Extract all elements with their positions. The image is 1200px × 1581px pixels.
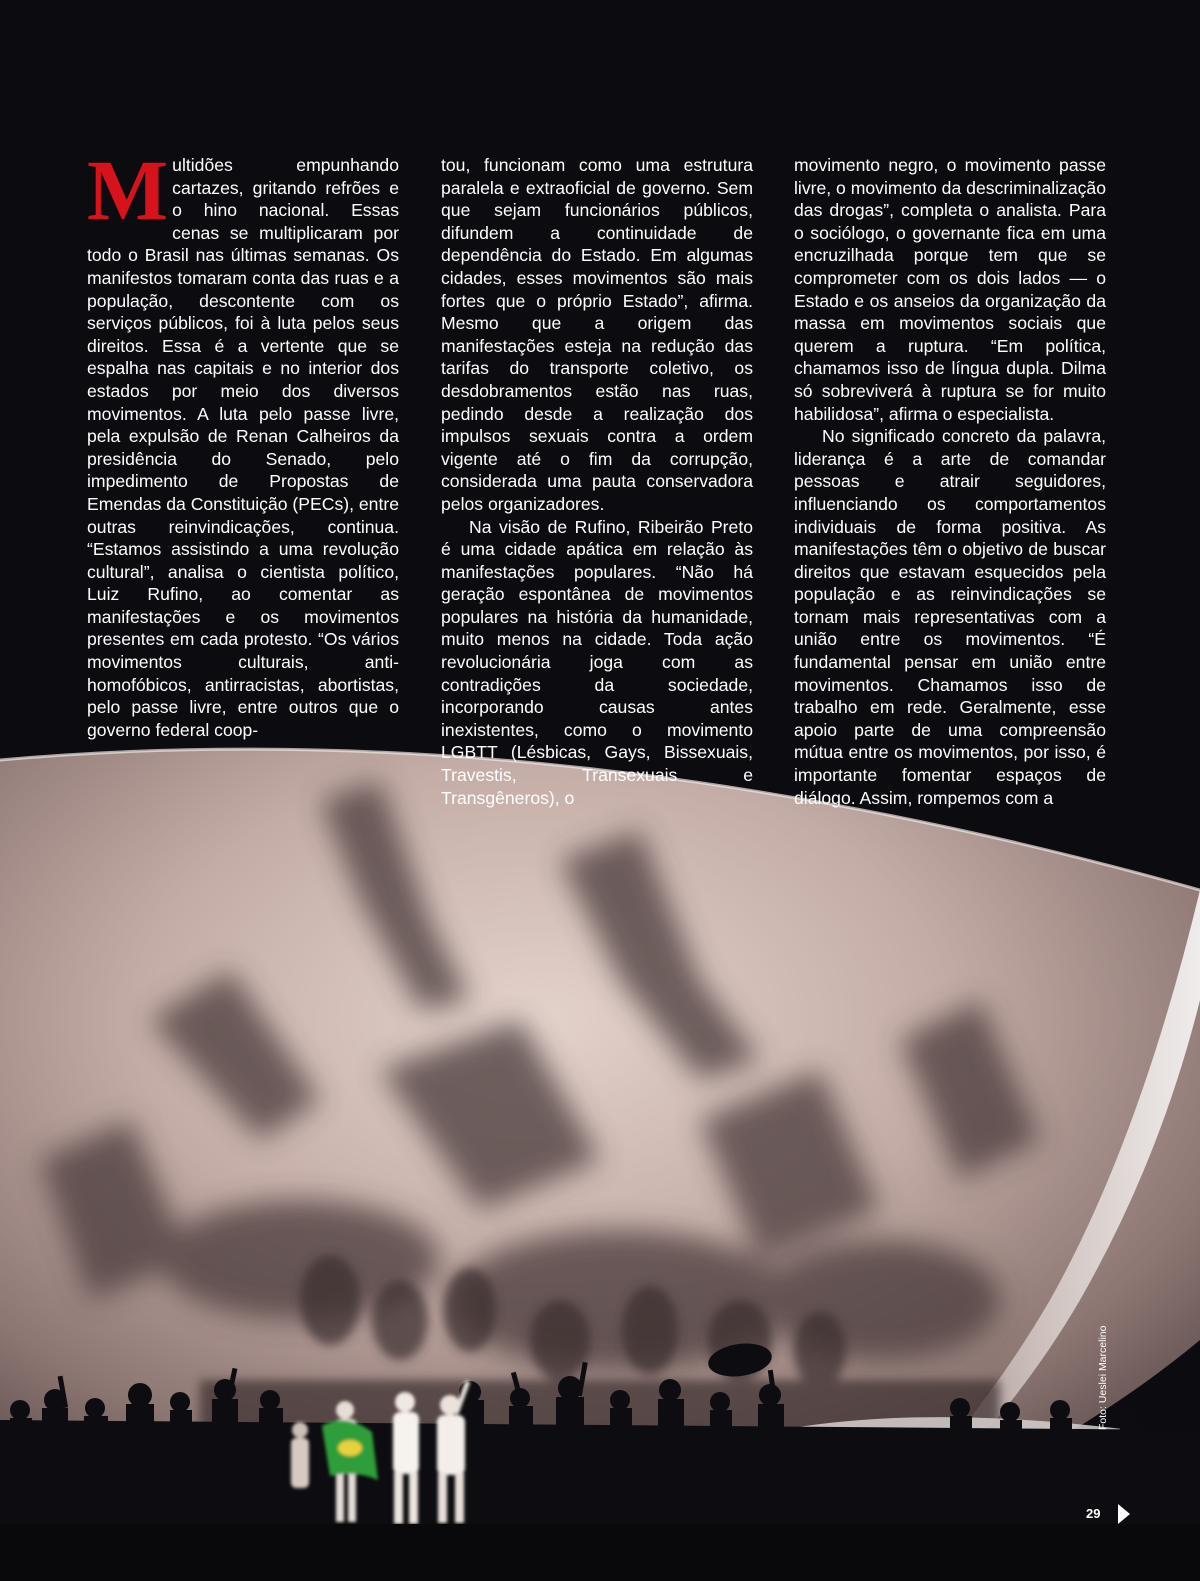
photo-credit: Foto: Ueslei Marcelino: [1097, 1325, 1109, 1430]
protest-photo: [0, 740, 1200, 1581]
article-paragraph: [87, 142, 399, 741]
paragraph-text: ultidões empunhando cartazes, gritando refrões e o hino nacional. Essas cenas se multiplicaram por todo o Brasil nas últimas semanas. Os manifestos tomaram conta das ruas e a população, descontente com os serviços públicos, foi à luta pelos seus direitos. Essa é a vertente que se espalha nas capitais e no interior dos estados por meio dos diversos movimentos. A luta pelo passe livre, pela expulsão de Renan Calheiros da presidência do Senado, pelo impedimento de Propostas de Emendas da Constituição (PECs), entre outras reinvindicações, continua. “Estamos assistindo a uma revolução cultural”, analisa o cientista político, Luiz Rufino, ao comentar as manifestações e os movimentos presentes em cada protesto. “Os vários movimentos culturais, anti-homofóbicos, antirracistas, abortistas, pelo passe livre, entre outros que o governo federal coop-: [87, 155, 399, 740]
article-column-1: [87, 142, 399, 741]
protest-photo-illustration: [0, 740, 1200, 1581]
article-paragraph: Na visão de Rufino, Ribeirão Preto é uma cidade apática em relação às manifestações populares. “Não há geração espontânea de movimentos populares na história da humanidade, muito menos na cidade. Toda ação revolucionária joga com as contradições da sociedade, incorporando causas antes inexistentes, como o movimento LGBTT (Lésbicas, Gays, Bissexuais, Travestis, Transexuais e Transgêneros), o: [441, 516, 753, 808]
page-number: 29: [1086, 1506, 1101, 1521]
triangle-right-icon[interactable]: [1118, 1504, 1130, 1524]
drop-cap: M: [87, 142, 169, 238]
article-paragraph: No significado concreto da palavra, liderança é a arte de comandar pessoas e atrair seguidores, influenciando os comportamentos individuais de forma positiva. As manifestações têm o objetivo de buscar direitos que estavam esquecidos pela população e as reinvindicações se tornam mais representativas com a união entre os movimentos. “É fundamental pensar em união entre movimentos. Chamamos isso de trabalho em rede. Geralmente, esse apoio parte de uma compreensão mútua entre os movimentos, por isso, é importante fomentar espaços de diálogo. Assim, rompemos com a: [794, 426, 1106, 808]
article-paragraph: tou, funcionam como uma estrutura paralela e extraoficial de governo. Sem que sejam funcionários públicos, difundem a continuidade de dependência do Estado. Em algumas cidades, esses movimentos são mais fortes que o próprio Estado”, afirma. Mesmo que a origem das manifestações esteja na redução das tarifas do transporte coletivo, os desdobramentos estão nas ruas, pedindo desde a realização dos impulsos sexuais contra a ordem vigente até o fim da corrupção, considerada uma pauta conservadora pelos organizadores.: [441, 155, 753, 514]
article-column-2: [441, 154, 753, 809]
article-paragraph: movimento negro, o movimento passe livre, o movimento da descriminalização das drogas”, completa o analista. Para o sociólogo, o governante fica em uma encruzilhada porque tem que se comprometer com os dois lados — o Estado e os anseios da organização da massa em movimentos sociais que querem a ruptura. “Em política, chamamos isso de língua dupla. Dilma só sobreviverá à ruptura se for muito habilidosa”, afirma o especialista.: [794, 155, 1106, 424]
article-body: [0, 142, 1200, 808]
article-column-3: [794, 154, 1106, 809]
